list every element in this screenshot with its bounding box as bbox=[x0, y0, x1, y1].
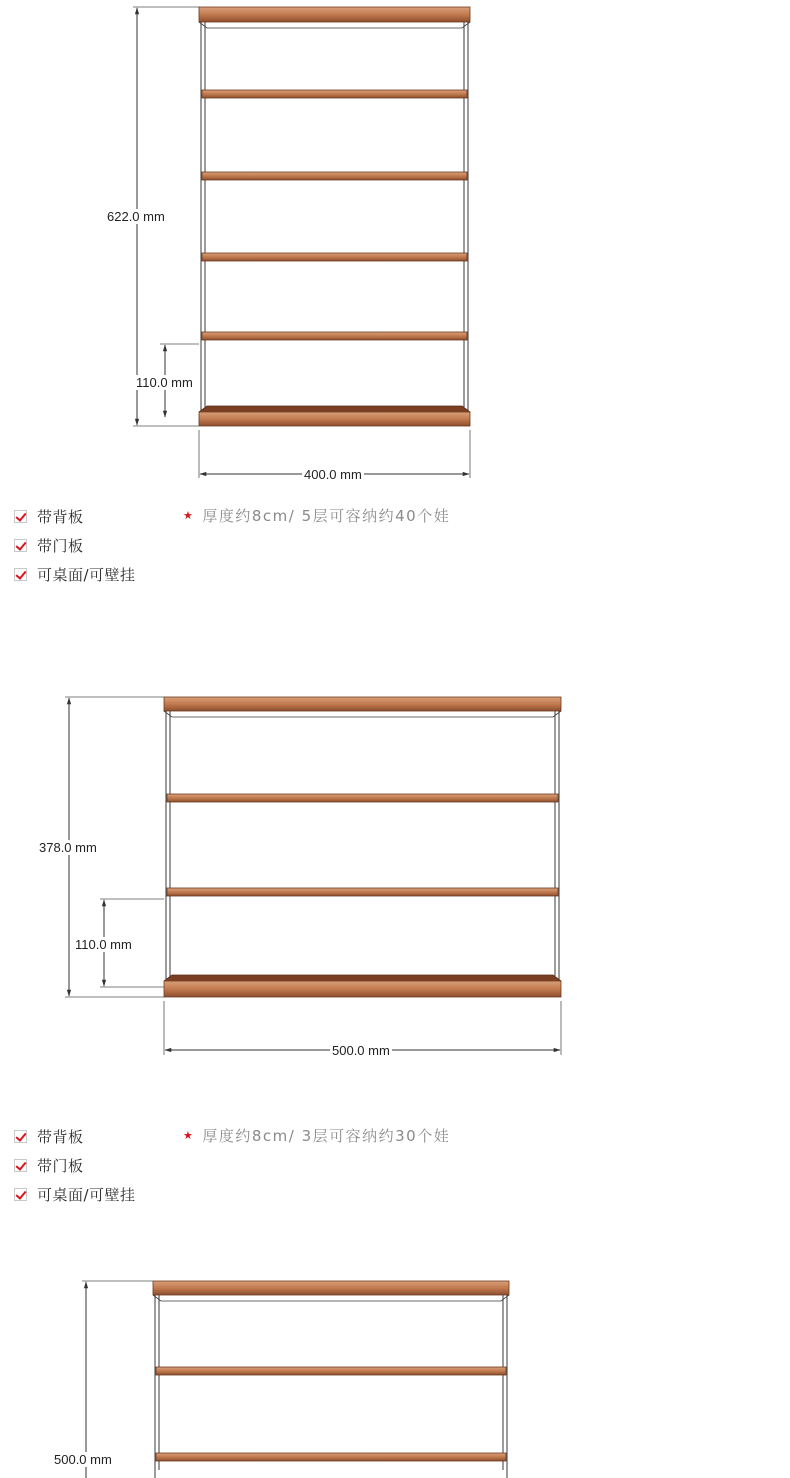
shelf3-height-label: 500.0 mm bbox=[54, 1452, 112, 1467]
feature-door-panel bbox=[14, 1151, 136, 1180]
feature-mounting bbox=[14, 1180, 136, 1209]
shelf2-bottom-bevel bbox=[164, 975, 561, 981]
shelf1-board-3 bbox=[202, 253, 467, 261]
shelf2-top-edge bbox=[164, 711, 561, 717]
check-icon bbox=[14, 510, 27, 523]
shelf3-top-board bbox=[153, 1281, 509, 1295]
feature-mounting bbox=[14, 560, 136, 589]
feature-label: 可桌面/可壁挂 bbox=[37, 1186, 136, 1204]
feature-label: 带门板 bbox=[37, 1157, 84, 1175]
feature-door-panel bbox=[14, 531, 136, 560]
star-icon: ★ bbox=[183, 1129, 195, 1142]
shelf2-width-label: 500.0 mm bbox=[332, 1043, 390, 1058]
check-icon bbox=[14, 1159, 27, 1172]
shelf1-width-label: 400.0 mm bbox=[304, 467, 362, 482]
shelf1-height-label: 622.0 mm bbox=[107, 209, 165, 224]
spec-note-text: 厚度约8cm/ 5层可容纳约40个娃 bbox=[202, 507, 451, 525]
shelf2-top-board bbox=[164, 697, 561, 711]
shelf2-gap-label: 110.0 mm bbox=[75, 937, 132, 952]
shelf3-board-1 bbox=[156, 1367, 506, 1375]
shelf1-gap-label: 110.0 mm bbox=[136, 375, 193, 390]
shelf1-board-2 bbox=[202, 172, 467, 180]
shelf2-height-label: 378.0 mm bbox=[39, 840, 97, 855]
shelf3-board-2 bbox=[156, 1453, 506, 1461]
spec-note-2 bbox=[183, 1125, 450, 1146]
feature-label: 带背板 bbox=[37, 508, 84, 526]
check-icon bbox=[14, 1130, 27, 1143]
shelf1-top-board bbox=[199, 7, 470, 22]
shelf1-top-edge bbox=[199, 22, 470, 28]
feature-label: 带门板 bbox=[37, 537, 84, 555]
feature-label: 可桌面/可壁挂 bbox=[37, 566, 136, 584]
shelf2-board-2 bbox=[167, 888, 558, 896]
shelf2-bottom-board bbox=[164, 981, 561, 997]
check-icon bbox=[14, 1188, 27, 1201]
shelf1-bottom-board bbox=[199, 412, 470, 426]
check-icon bbox=[14, 568, 27, 581]
shelf2-board-1 bbox=[167, 794, 558, 802]
feature-label: 带背板 bbox=[37, 1128, 84, 1146]
feature-back-panel bbox=[14, 502, 136, 531]
star-icon: ★ bbox=[183, 509, 195, 522]
feature-back-panel bbox=[14, 1122, 136, 1151]
shelf1-board-1 bbox=[202, 90, 467, 98]
feature-list-1 bbox=[14, 502, 136, 589]
shelf1-bottom-bevel bbox=[199, 406, 470, 412]
shelf1-board-4 bbox=[202, 332, 467, 340]
check-icon bbox=[14, 539, 27, 552]
spec-note-text: 厚度约8cm/ 3层可容纳约30个娃 bbox=[202, 1127, 451, 1145]
feature-list-2 bbox=[14, 1122, 136, 1209]
shelf3-top-edge bbox=[153, 1295, 509, 1301]
spec-note-1 bbox=[183, 505, 450, 526]
